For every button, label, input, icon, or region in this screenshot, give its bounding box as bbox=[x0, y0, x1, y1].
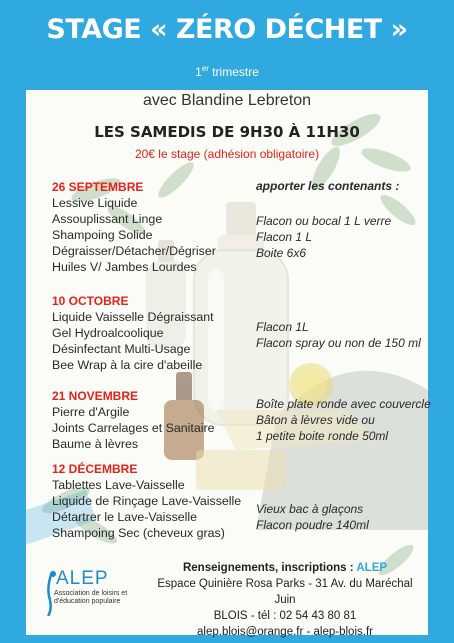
program-item: Shampoing Sec (cheveux gras) bbox=[52, 526, 225, 540]
instructor-line: avec Blandine Lebreton bbox=[142, 92, 312, 109]
month-heading: 12 DÉCEMBRE bbox=[52, 462, 138, 476]
program-item: Shampoing Solide bbox=[52, 228, 153, 242]
price-line: 20€ le stage (adhésion obligatoire) bbox=[134, 147, 320, 161]
container-item: Flacon spray ou non de 150 ml bbox=[256, 336, 421, 350]
program-item: Bee Wrap à la cire d'abeille bbox=[52, 358, 203, 372]
term-number: 1 bbox=[195, 65, 202, 79]
term-ordinal: er bbox=[201, 64, 209, 73]
alep-logo bbox=[44, 568, 134, 620]
container-item: Flacon 1L bbox=[256, 320, 309, 334]
container-item: Flacon 1 L bbox=[256, 230, 313, 244]
logo-tagline: Association de loisirs et d'éducation populaire bbox=[54, 590, 128, 605]
program-item: Dégraisser/Détacher/Dégriser bbox=[52, 244, 216, 258]
contact-heading: Renseignements, inscriptions : bbox=[182, 562, 357, 574]
program-item: Détartrer le Lave-Vaisselle bbox=[52, 510, 198, 524]
program-item: Tablettes Lave-Vaisselle bbox=[52, 478, 185, 492]
term-label: trimestre bbox=[208, 65, 259, 79]
month-heading: 26 SEPTEMBRE bbox=[52, 180, 144, 194]
container-item: 1 petite boite ronde 50ml bbox=[256, 429, 389, 443]
container-item: Flacon poudre 140ml bbox=[256, 518, 369, 532]
program-item: Gel Hydroalcoolique bbox=[52, 326, 164, 340]
month-heading: 10 OCTOBRE bbox=[52, 294, 129, 308]
program-item: Baume à lèvres bbox=[52, 437, 139, 451]
contact-address: Espace Quinière Rosa Parks - 31 Av. du Maréchal Juin bbox=[157, 578, 413, 606]
schedule-line: LES SAMEDIS DE 9H30 À 11H30 bbox=[94, 123, 360, 141]
containers-heading: apporter les contenants : bbox=[256, 179, 400, 193]
program-item: Lessive Liquide bbox=[52, 196, 138, 210]
program-item: Liquide de Rinçage Lave-Vaisselle bbox=[52, 494, 242, 508]
month-heading: 21 NOVEMBRE bbox=[52, 389, 139, 403]
program-item: Désinfectant Multi-Usage bbox=[52, 342, 191, 356]
contact-block bbox=[150, 560, 420, 640]
program-item: Huiles V/ Jambes Lourdes bbox=[52, 260, 197, 274]
container-item: Boite 6x6 bbox=[256, 246, 307, 260]
program-item: Pierre d'Argile bbox=[52, 405, 130, 419]
program-item: Joints Carrelages et Sanitaire bbox=[52, 421, 215, 435]
logo-wordmark: ALEP bbox=[56, 568, 109, 589]
program-item: Assouplissant Linge bbox=[52, 212, 163, 226]
container-item: Boîte plate ronde avec couvercle bbox=[256, 397, 431, 411]
contact-heading-line bbox=[150, 560, 420, 576]
page-title: STAGE « ZÉRO DÉCHET » bbox=[46, 14, 408, 45]
contact-web[interactable]: alep.blois@orange.fr - alep-blois.fr bbox=[197, 626, 373, 638]
program-item: Liquide Vaisselle Dégraissant bbox=[52, 310, 214, 324]
container-item: Bâton à lèvres vide ou bbox=[256, 413, 375, 427]
container-item: Vieux bac à glaçons bbox=[256, 502, 364, 516]
contact-org: ALEP bbox=[356, 562, 388, 574]
container-item: Flacon ou bocal 1 L verre bbox=[256, 214, 392, 228]
term-subtitle bbox=[0, 64, 454, 79]
contact-city-phone: BLOIS - tél : 02 54 43 80 81 bbox=[213, 610, 357, 622]
